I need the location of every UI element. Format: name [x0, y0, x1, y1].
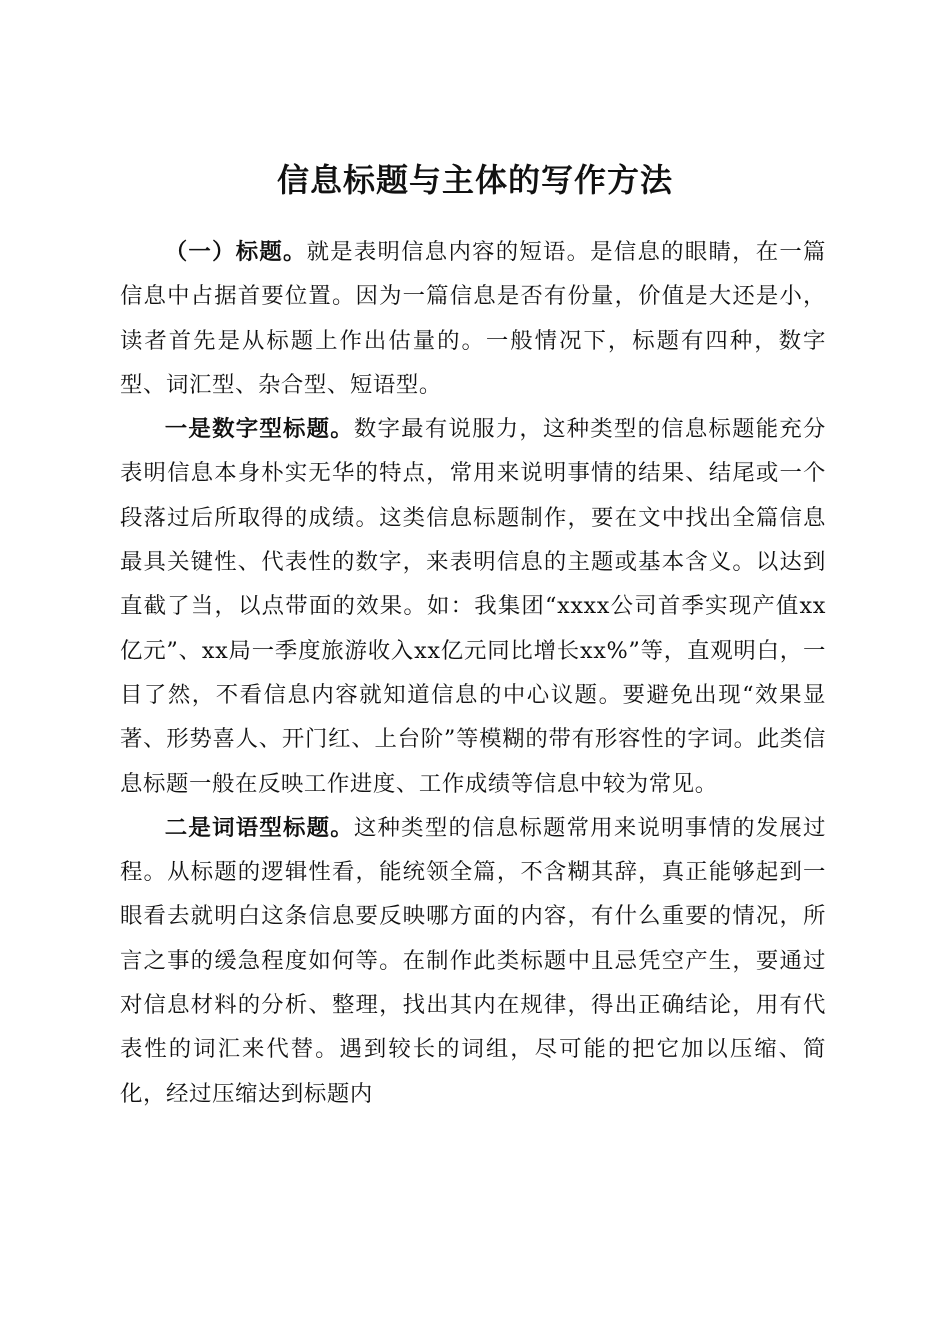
paragraph-numeric-title: [120, 407, 826, 806]
paragraph-text: 这种类型的信息标题常用来说明事情的发展过程。从标题的逻辑性看，能统领全篇，不含糊其辞，真正能够起到一眼看去就明白这条信息要反映哪方面的内容，有什么重要的情况，所言之事的缓急程度如何等。在制作此类标题中且忌凭空产生，要通过对信息材料的分析、整理，找出其内在规律，得出正确结论，用有代表性的词汇来代替。遇到较长的词组，尽可能的把它加以压缩、简化，经过压缩达到标题内: [120, 814, 827, 1107]
document-body: [120, 230, 826, 1116]
document-title: 信息标题与主体的写作方法: [276, 161, 673, 200]
paragraph-text: 就是表明信息内容的短语。是信息的眼睛，在一篇信息中占据首要位置。因为一篇信息是否有份量，价值是大还是小，读者首先是从标题上作出估量的。一般情况下，标题有四种，数字型、词汇型、杂合型、短语型。: [120, 239, 826, 398]
paragraph-lead: 一是数字型标题。: [164, 416, 354, 443]
paragraph-text: 数字最有说服力，这种类型的信息标题能充分表明信息本身朴实无华的特点，常用来说明事情的结果、结尾或一个段落过后所取得的成绩。这类信息标题制作，要在文中找出全篇信息最具关键性、代表性的数字，来表明信息的主题或基本含义。以达到直截了当，以点带面的效果。如：我集团“xxxx公司首季实现产值xx亿元”、xx局一季度旅游收入xx亿元同比增长xx%”等，直观明白，一目了然，不看信息内容就知道信息的中心议题。要避免出现“效果显著、形势喜人、开门红、上台阶”等模糊的带有形容性的字词。此类信息标题一般在反映工作进度、工作成绩等信息中较为常见。: [120, 416, 827, 797]
paragraph-title-section: [120, 230, 826, 407]
paragraph-word-title: [120, 806, 826, 1116]
paragraph-lead: 二是词语型标题。: [164, 814, 354, 841]
paragraph-lead: （一）标题。: [164, 239, 307, 265]
